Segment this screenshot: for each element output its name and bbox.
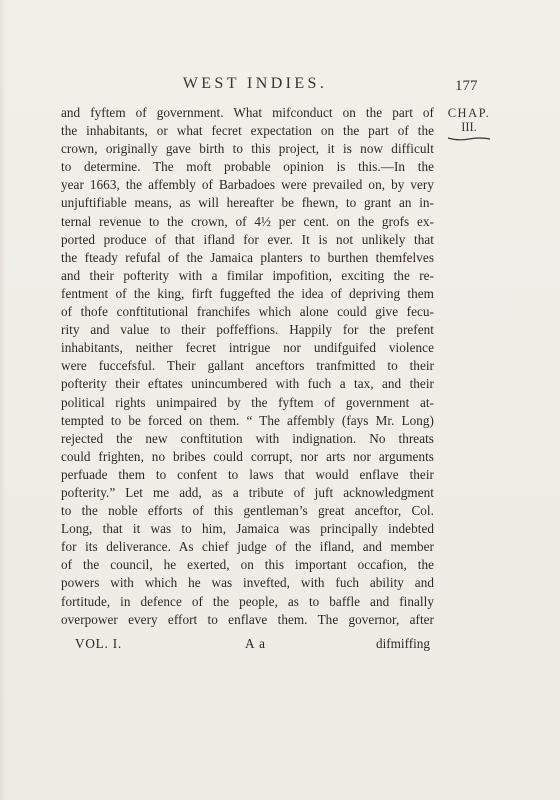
text-line: to determine. The moft probable opinion is this.—In the	[61, 159, 434, 175]
page-edge-shadow	[0, 0, 6, 800]
text-line: Long, that it was to him, Jamaica was principally indebted	[61, 521, 434, 537]
text-line: were fuccefsful. Their gallant anceftors tranfmitted to their	[61, 358, 434, 374]
text-line: to the noble efforts of this gentleman’s great anceftor, Col.	[61, 503, 434, 519]
text-line: the fteady refufal of the Jamaica planters to burthen themfelves	[61, 249, 434, 265]
text-line: ported produce of that ifland for ever. It is not unlikely that	[61, 231, 434, 247]
page-footer	[75, 636, 435, 658]
text-line: rity and value to their poffeffions. Happily for the prefent	[61, 322, 434, 338]
chapter-margin-note	[439, 106, 499, 142]
text-line: for its deliverance. As chief judge of the ifland, and member	[61, 539, 434, 555]
text-line: pofterity.” Let me add, as a tribute of juft acknowledgment	[61, 484, 434, 500]
text-line: perfuade them to confent to laws that would enflave their	[61, 466, 434, 482]
text-line: could frighten, no bribes could corrupt, nor arts nor arguments	[61, 448, 434, 464]
text-line: fortitude, in defence of the people, as to baffle and finally	[61, 593, 434, 609]
text-line: tempted to be forced on them. “ The affembly (fays Mr. Long)	[61, 412, 434, 428]
body-text	[61, 104, 434, 629]
volume-label: VOL. I.	[75, 636, 122, 651]
text-line: of the council, he exerted, on this important occafion, the	[61, 557, 434, 573]
chapter-label: CHAP.	[447, 106, 491, 120]
running-title: WEST INDIES.	[182, 75, 328, 92]
text-line: political rights unimpaired by the fyftem of government at-	[61, 394, 434, 410]
text-line: year 1663, the affembly of Barbadoes were prevailed on, by very	[61, 177, 434, 193]
text-line: and their pofterity with a fimilar impofition, exciting the re-	[61, 267, 434, 283]
text-line: ternal revenue to the crown, of 4½ per cent. on the grofs ex-	[61, 213, 434, 229]
text-line: powers with which he was invefted, with fuch ability and	[61, 575, 434, 591]
text-line: and fyftem of government. What mifconduct on the part of	[61, 105, 434, 120]
text-line: inhabitants, neither fecret intrigue nor undifguifed violence	[61, 340, 434, 356]
text-line: rejected the new conftitution with indignation. No threats	[61, 430, 434, 446]
text-line: pofterity their eftates unincumbered with fuch a tax, and their	[61, 376, 434, 392]
text-line: overpower every effort to enflave them. The governor, after	[61, 611, 434, 627]
catchword: difmiffing	[376, 636, 430, 651]
text-line: fentment of the king, firft fuggefted the idea of depriving them	[61, 285, 434, 301]
text-line: crown, originally gave birth to this project, it is now difficult	[61, 141, 434, 157]
text-line: of thofe conftitutional franchifes which alone could give fecu-	[61, 304, 434, 320]
page-number: 177	[455, 78, 478, 94]
text-line: the inhabitants, or what fecret expectation on the part of the	[61, 123, 434, 139]
signature-mark: A a	[245, 636, 266, 651]
decorative-brace-rule	[447, 136, 491, 142]
text-line: unjuftifiable means, as will hereafter be fhewn, to grant an in-	[61, 195, 434, 211]
chapter-number: III.	[461, 120, 477, 134]
